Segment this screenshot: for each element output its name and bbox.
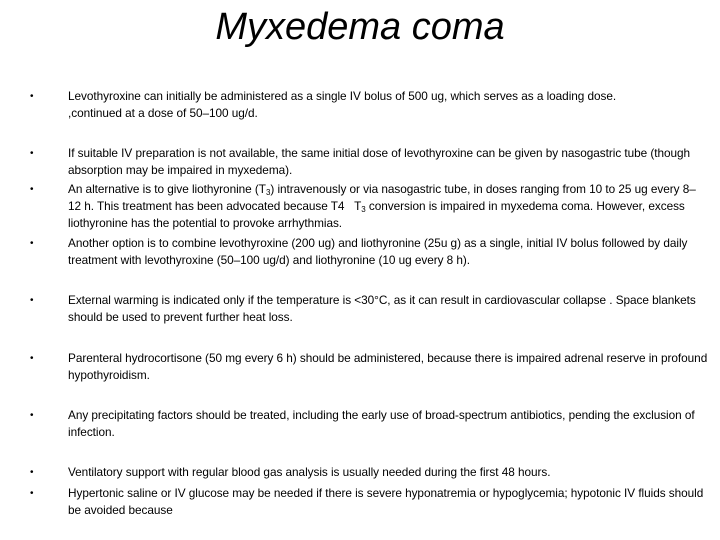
bullet-icon: • — [30, 91, 34, 102]
bullet-icon: • — [30, 148, 34, 159]
bullet-icon: • — [30, 295, 34, 306]
slide-title: Myxedema coma — [215, 6, 505, 48]
text-segment: conversion is impaired in myxedema coma. However, excess liothyronine has the potential to provoke arrhythmias. — [68, 199, 685, 230]
bullet-icon: • — [30, 353, 34, 364]
bullet-icon: • — [30, 488, 34, 499]
text-segment: T — [354, 199, 362, 213]
list-item-text — [68, 88, 708, 122]
subscript: 3 — [265, 188, 271, 197]
bullet-icon: • — [30, 467, 34, 478]
list-item-text: Hypertonic saline or IV glucose may be needed if there is severe hyponatremia or hypoglycemia; hypotonic IV fluids should be avoided because — [68, 486, 704, 517]
arrow-gap — [344, 199, 354, 213]
list-item-text: If suitable IV preparation is not available, the same initial dose of levothyroxine can be given by nasogastric tube (though absorption may be impaired in myxedema). — [68, 146, 691, 177]
list-item-text: Any precipitating factors should be treated, including the early use of broad-spectrum antibiotics, pending the exclusion of infection. — [68, 408, 695, 439]
list-item-text: Another option is to combine levothyroxine (200 ug) and liothyronine (25u g) as a single, initial IV bolus followed by daily treatment with levothyroxine (50–100 ug/d) and liothyronine (10 ug every 8 h). — [68, 236, 688, 267]
list-item-text: Parenteral hydrocortisone (50 mg every 6 h) should be administered, because there is impaired adrenal reserve in profound hypothyroidism. — [68, 351, 708, 382]
list-item-line: ,continued at a dose of 50–100 ug/d. — [68, 106, 258, 120]
list-item-text: External warming is indicated only if the temperature is <30°C, as it can result in cardiovascular collapse . Space blankets should be used to prevent further heat loss. — [68, 293, 696, 324]
list-item-line: Levothyroxine can initially be administered as a single IV bolus of 500 ug, which serves as a loading dose. — [68, 89, 617, 103]
subscript: 3 — [361, 205, 366, 214]
bullet-icon: • — [30, 238, 34, 249]
bullet-icon: • — [30, 410, 34, 421]
text-segment: An alternative is to give liothyronine (T — [68, 182, 266, 196]
list-item-text — [68, 181, 708, 232]
text-segment: ) intravenously or via nasogastric tube, in doses ranging from 10 to 25 ug every 8–12 h. This treatment has been advocated because T4 — [68, 182, 696, 213]
bullet-icon: • — [30, 184, 34, 195]
list-item-text: Ventilatory support with regular blood gas analysis is usually needed during the first 48 hours. — [68, 465, 551, 479]
